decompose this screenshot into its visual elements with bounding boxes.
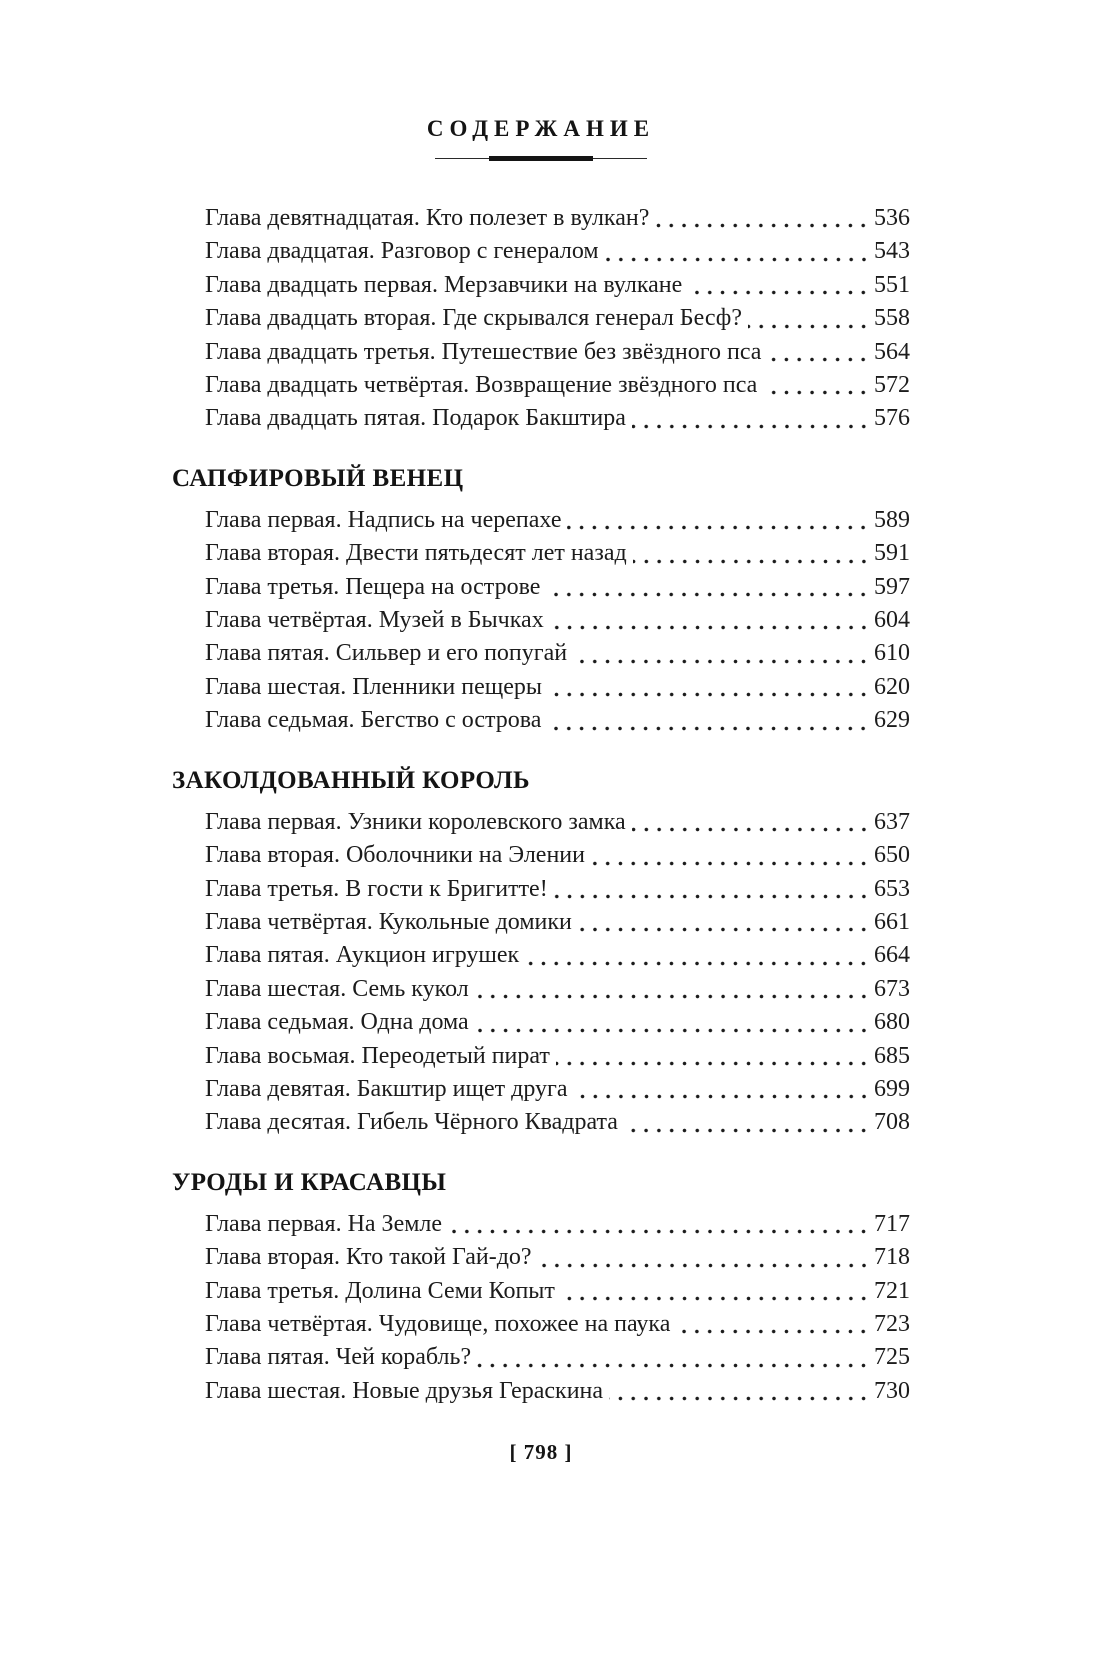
toc-entry-page: 685: [874, 1042, 910, 1069]
toc-entry: [205, 1208, 910, 1241]
toc-entry-label: Глава двадцать четвёртая. Возвращение звёздного пса: [205, 372, 758, 399]
toc-entry-label: Глава вторая. Оболочники на Элении: [205, 842, 585, 869]
table-of-contents: [172, 202, 910, 1408]
toc-entry-label: Глава шестая. Новые друзья Гераскина: [205, 1377, 604, 1404]
dot-leader: [632, 806, 871, 839]
toc-entry-label: Глава пятая. Сильвер и его попугай: [205, 640, 568, 667]
toc-entry-page: 610: [874, 640, 910, 667]
toc-entry-page: 572: [874, 372, 910, 399]
dot-leader: [763, 369, 871, 402]
toc-entry-label: Глава двадцатая. Разговор с генералом: [205, 238, 599, 265]
page-header: [172, 116, 910, 162]
section-title: САПФИРОВЫЙ ВЕНЕЦ: [172, 464, 464, 492]
toc-entry: [205, 906, 910, 939]
toc-entry: [205, 939, 910, 972]
toc-section: [172, 465, 910, 738]
toc-entry-page: 725: [874, 1344, 910, 1371]
toc-entry-page: 721: [874, 1277, 910, 1304]
toc-entry-label: Глава двадцать первая. Мерзавчики на вулкане: [205, 271, 683, 298]
dot-leader: [475, 973, 871, 1006]
dot-leader: [475, 1006, 871, 1039]
toc-entry-page: 551: [874, 271, 910, 298]
section-entries: [172, 504, 910, 738]
toc-entry-page: 699: [874, 1075, 910, 1102]
toc-entry-page: 664: [874, 942, 910, 969]
dot-leader: [688, 269, 871, 302]
toc-entry-page: 629: [874, 707, 910, 734]
dot-leader: [477, 1341, 871, 1374]
toc-entry: [205, 336, 910, 369]
divider-thick-bar: [489, 156, 593, 161]
toc-entry: [205, 637, 910, 670]
toc-section: [172, 767, 910, 1140]
toc-entry-page: 558: [874, 305, 910, 332]
toc-entry-label: Глава первая. Надпись на черепахе: [205, 506, 562, 533]
dot-leader: [676, 1308, 871, 1341]
toc-entry-page: 597: [874, 573, 910, 600]
toc-entry: [205, 1006, 910, 1039]
dot-leader: [573, 637, 871, 670]
toc-entry-label: Глава третья. В гости к Бригитте!: [205, 875, 548, 902]
toc-entry-page: 723: [874, 1310, 910, 1337]
toc-entry-page: 637: [874, 808, 910, 835]
toc-entry: [205, 671, 910, 704]
toc-entry-label: Глава двадцать третья. Путешествие без звёздного пса: [205, 338, 762, 365]
toc-entry-label: Глава седьмая. Бегство с острова: [205, 707, 542, 734]
page-title: СОДЕРЖАНИЕ: [426, 116, 656, 141]
toc-entry-page: 604: [874, 607, 910, 634]
section-entries: [172, 1208, 910, 1408]
toc-entry-label: Глава девятая. Бакштир ищет друга: [205, 1075, 568, 1102]
dot-leader: [609, 1375, 871, 1408]
toc-entry: [205, 1040, 910, 1073]
toc-entry: [205, 1308, 910, 1341]
toc-entry-label: Глава третья. Пещера на острове: [205, 573, 541, 600]
toc-entry-page: 680: [874, 1009, 910, 1036]
toc-entry: [205, 269, 910, 302]
section-entries: [172, 806, 910, 1140]
toc-entry-label: Глава двадцать вторая. Где скрывался генерал Бесф?: [205, 305, 742, 332]
toc-entry: [205, 973, 910, 1006]
dot-leader: [567, 504, 871, 537]
dot-leader: [548, 671, 871, 704]
toc-entry: [205, 571, 910, 604]
toc-entry-page: 708: [874, 1109, 910, 1136]
toc-entry: [205, 402, 910, 435]
toc-entry: [205, 369, 910, 402]
toc-entry-label: Глава вторая. Двести пятьдесят лет назад: [205, 540, 627, 567]
toc-entry: [205, 604, 910, 637]
toc-entry-label: Глава первая. На Земле: [205, 1210, 443, 1237]
section-entries: [172, 202, 910, 436]
page-footer: [172, 1440, 910, 1465]
toc-entry-page: 536: [874, 205, 910, 231]
toc-entry-page: 564: [874, 338, 910, 365]
dot-leader: [556, 1040, 871, 1073]
toc-entry: [205, 1073, 910, 1106]
dot-leader: [554, 873, 871, 906]
toc-entry-page: 576: [874, 405, 910, 432]
toc-entry-label: Глава пятая. Аукцион игрушек: [205, 942, 520, 969]
toc-entry-label: Глава седьмая. Одна дома: [205, 1009, 469, 1036]
dot-leader: [547, 704, 871, 737]
toc-entry: [205, 504, 910, 537]
toc-entry-page: 543: [874, 238, 910, 265]
dot-leader: [578, 906, 871, 939]
toc-entry: [205, 873, 910, 906]
toc-entry-label: Глава десятая. Гибель Чёрного Квадрата: [205, 1109, 618, 1136]
toc-entry-label: Глава шестая. Пленники пещеры: [205, 673, 542, 700]
toc-entry-label: Глава четвёртая. Музей в Бычках: [205, 607, 544, 634]
dot-leader: [655, 202, 871, 235]
toc-entry-label: Глава пятая. Чей корабль?: [205, 1344, 472, 1371]
toc-entry-page: 650: [874, 842, 910, 869]
toc-entry-page: 673: [874, 975, 910, 1002]
toc-entry-label: Глава двадцать пятая. Подарок Бакштира: [205, 405, 626, 432]
toc-entry: [205, 1375, 910, 1408]
dot-leader: [591, 839, 871, 872]
book-page: [172, 0, 910, 1465]
dot-leader: [525, 939, 871, 972]
toc-section: [172, 1169, 910, 1408]
dot-leader: [550, 604, 871, 637]
section-title: УРОДЫ И КРАСАВЦЫ: [172, 1168, 447, 1196]
toc-entry-page: 591: [874, 540, 910, 567]
toc-entry: [205, 806, 910, 839]
dot-leader: [448, 1208, 871, 1241]
toc-entry: [205, 1341, 910, 1374]
toc-entry: [205, 202, 910, 235]
dot-leader: [748, 302, 871, 335]
folio-page-number: [ 798 ]: [509, 1440, 573, 1465]
toc-entry: [205, 1106, 910, 1139]
toc-entry-page: 620: [874, 673, 910, 700]
toc-entry-label: Глава шестая. Семь кукол: [205, 975, 469, 1002]
toc-entry-page: 730: [874, 1377, 910, 1404]
toc-entry-page: 589: [874, 506, 910, 533]
toc-entry-page: 661: [874, 908, 910, 935]
toc-entry-label: Глава девятнадцатая. Кто полезет в вулкан?: [205, 205, 650, 231]
toc-section: [172, 202, 910, 436]
toc-entry-page: 717: [874, 1210, 910, 1237]
toc-entry-label: Глава восьмая. Переодетый пират: [205, 1042, 550, 1069]
toc-entry-label: Глава четвёртая. Чудовище, похожее на паука: [205, 1310, 671, 1337]
toc-entry: [205, 1275, 910, 1308]
section-title: ЗАКОЛДОВАННЫЙ КОРОЛЬ: [172, 766, 530, 794]
dot-leader: [624, 1106, 871, 1139]
dot-leader: [546, 571, 871, 604]
toc-entry-label: Глава четвёртая. Кукольные домики: [205, 908, 572, 935]
dot-leader: [605, 235, 871, 268]
toc-entry: [205, 704, 910, 737]
toc-entry: [205, 235, 910, 268]
toc-entry: [205, 1241, 910, 1274]
dot-leader: [574, 1073, 871, 1106]
toc-entry-label: Глава третья. Долина Семи Копыт: [205, 1277, 555, 1304]
header-divider-ornament: [435, 156, 647, 162]
toc-entry-page: 718: [874, 1244, 910, 1271]
dot-leader: [538, 1241, 871, 1274]
toc-entry: [205, 302, 910, 335]
dot-leader: [632, 402, 871, 435]
toc-entry-label: Глава первая. Узники королевского замка: [205, 808, 626, 835]
dot-leader: [633, 537, 871, 570]
toc-entry: [205, 537, 910, 570]
toc-entry-page: 653: [874, 875, 910, 902]
dot-leader: [767, 336, 871, 369]
toc-entry: [205, 839, 910, 872]
toc-entry-label: Глава вторая. Кто такой Гай-до?: [205, 1244, 532, 1271]
dot-leader: [561, 1275, 871, 1308]
